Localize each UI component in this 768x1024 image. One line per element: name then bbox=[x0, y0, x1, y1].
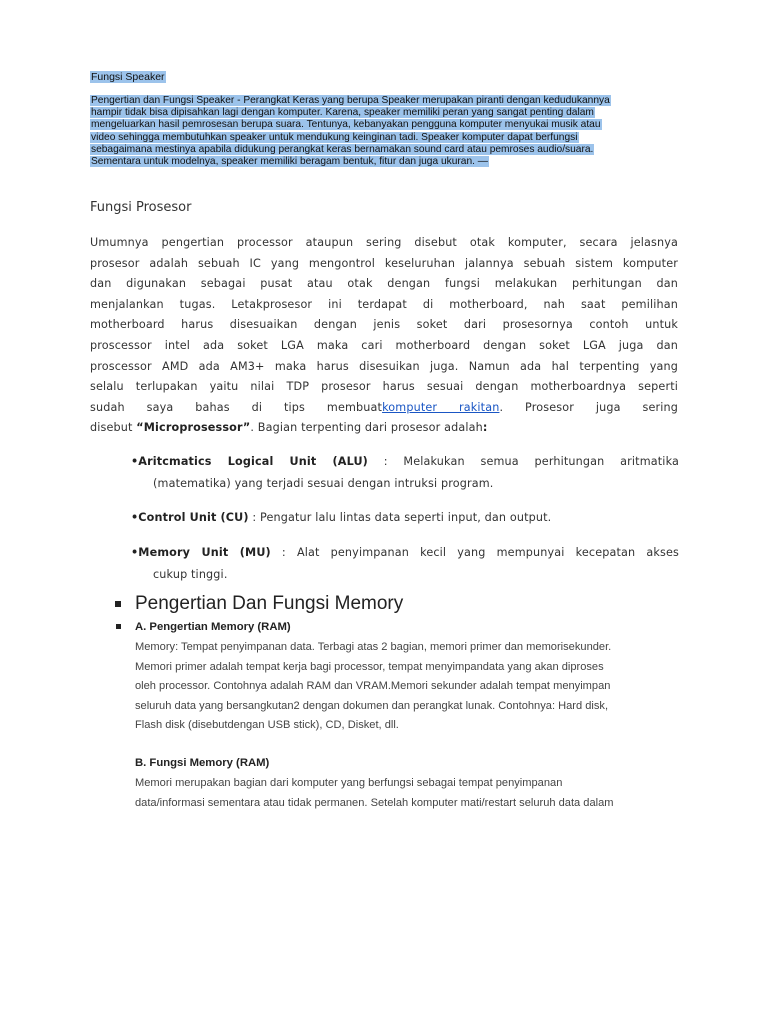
list-item-term: •Memory Unit (MU) bbox=[131, 546, 271, 559]
list-item-alu bbox=[131, 451, 679, 494]
speaker-title-text: Fungsi Speaker bbox=[91, 71, 165, 83]
memory-paragraph-a bbox=[135, 638, 680, 736]
square-bullet-icon bbox=[115, 601, 121, 607]
prosesor-line-text: disebut bbox=[90, 421, 137, 435]
prosesor-line bbox=[90, 418, 678, 439]
memory-heading: Pengertian Dan Fungsi Memory bbox=[135, 593, 404, 614]
list-item-cu bbox=[131, 507, 679, 529]
speaker-line: mengeluarkan hasil pemrosesan berupa suara. Tentunya, kebanyakan pengguna komputer menyukai musik atau bbox=[91, 119, 601, 131]
prosesor-line: menjalankan tugas. Letakprosesor ini terdapat di motherboard, nah saat pemilihan bbox=[90, 297, 678, 311]
memory-line: Memori merupakan bagian dari komputer yang berfungsi sebagai tempat penyimpanan bbox=[135, 777, 563, 789]
prosesor-paragraph bbox=[90, 233, 678, 439]
microprosessor-term: “Microprosessor” bbox=[136, 421, 251, 435]
list-item-line bbox=[131, 507, 679, 529]
speaker-paragraph bbox=[90, 95, 675, 168]
memory-line: oleh processor. Contohnya adalah RAM dan VRAM.Memori sekunder adalah tempat menyimpan bbox=[135, 680, 611, 693]
list-item-line bbox=[131, 542, 679, 564]
speaker-line: hampir tidak bisa dipisahkan lagi dengan komputer. Karena, speaker memiliki peran yang sangat penting dalam bbox=[91, 107, 594, 119]
prosesor-line-text: . Prosesor juga sering bbox=[499, 400, 678, 414]
memory-line: data/informasi sementara atau tidak permanen. Setelah komputer mati/restart seluruh data dalam bbox=[135, 796, 614, 809]
memory-paragraph-b bbox=[135, 774, 680, 813]
list-item-desc: : Pengatur lalu lintas data seperti input, dan output. bbox=[248, 511, 552, 524]
list-item-mu bbox=[131, 542, 679, 585]
speaker-line: sebagaimana mestinya apabila didukung perangkat keras bernamakan sound card atau pemroses audio/suara. bbox=[91, 143, 594, 155]
list-item-desc-cont: (matematika) yang terjadi sesuai dengan intruksi program. bbox=[153, 476, 494, 490]
speaker-line: video sehingga membutuhkan speaker untuk mendukung keinginan tadi. Speaker komputer dapat berfungsi bbox=[91, 131, 578, 143]
prosesor-line-text: . Bagian terpenting dari prosesor adalah bbox=[250, 421, 483, 435]
list-item-desc: : Alat penyimpanan kecil yang mempunyai kecepatan akses bbox=[270, 546, 679, 559]
prosesor-line: prosesor adalah sebuah IC yang mengontrol keseluruhan jalannya sebuah sistem komputer bbox=[90, 256, 678, 270]
memory-line: Memory: Tempat penyimpanan data. Terbagi atas 2 bagian, memori primer dan memorisekunder. bbox=[135, 641, 612, 653]
memory-subheading-b: B. Fungsi Memory (RAM) bbox=[135, 757, 270, 769]
prosesor-line: proscessor AMD ada AM3+ maka harus disesuikan juga. Namun ada hal terpenting yang bbox=[90, 359, 678, 373]
memory-subheading-a: A. Pengertian Memory (RAM) bbox=[135, 621, 291, 633]
prosesor-title: Fungsi Prosesor bbox=[90, 200, 192, 215]
komputer-rakitan-link[interactable]: komputer rakitan bbox=[382, 400, 500, 414]
prosesor-line: proscessor intel ada soket LGA maka cari motherboard dengan soket LGA juga dan bbox=[90, 338, 678, 352]
list-item-line bbox=[131, 451, 679, 473]
prosesor-line: dan digunakan sebagai pusat atau otak dengan fungsi melakukan perhitungan dan bbox=[90, 277, 678, 291]
speaker-line: Sementara untuk modelnya, speaker memiliki beragam bentuk, fitur dan juga ukuran. — bbox=[91, 156, 488, 168]
list-item-term: •Aritcmatics Logical Unit (ALU) bbox=[131, 455, 368, 468]
speaker-title bbox=[90, 71, 166, 84]
memory-line: Flash disk (disebutdengan USB stick), CD, Disket, dll. bbox=[135, 719, 399, 732]
prosesor-line: motherboard harus disesuaikan dengan jenis soket dari prosesornya contoh untuk bbox=[90, 318, 678, 332]
prosesor-line-with-link bbox=[90, 398, 678, 419]
prosesor-line: Umumnya pengertian processor ataupun sering disebut otak komputer, secara jelasnya bbox=[90, 236, 678, 249]
list-item-term: •Control Unit (CU) bbox=[131, 511, 249, 524]
prosesor-line-text: sudah saya bahas di tips membuat bbox=[90, 400, 383, 414]
speaker-line: Pengertian dan Fungsi Speaker - Perangkat Keras yang berupa Speaker merupakan piranti dengan kedudukannya bbox=[91, 95, 610, 106]
colon: : bbox=[482, 421, 488, 435]
memory-line: seluruh data yang bersangkutan2 dengan dokumen dan perangkat lunak. Contohnya: Hard disk, bbox=[135, 699, 609, 712]
square-bullet-icon bbox=[116, 624, 121, 629]
prosesor-line: selalu terlupakan yaitu nilai TDP prosesor harus sesuai dengan motherboardnya seperti bbox=[90, 380, 678, 394]
list-item-desc: : Melakukan semua perhitungan aritmatika bbox=[367, 455, 680, 468]
list-item-desc-cont: cukup tinggi. bbox=[153, 567, 228, 581]
memory-line: Memori primer adalah tempat kerja bagi processor, tempat menyimpandata yang akan diproses bbox=[135, 660, 604, 673]
